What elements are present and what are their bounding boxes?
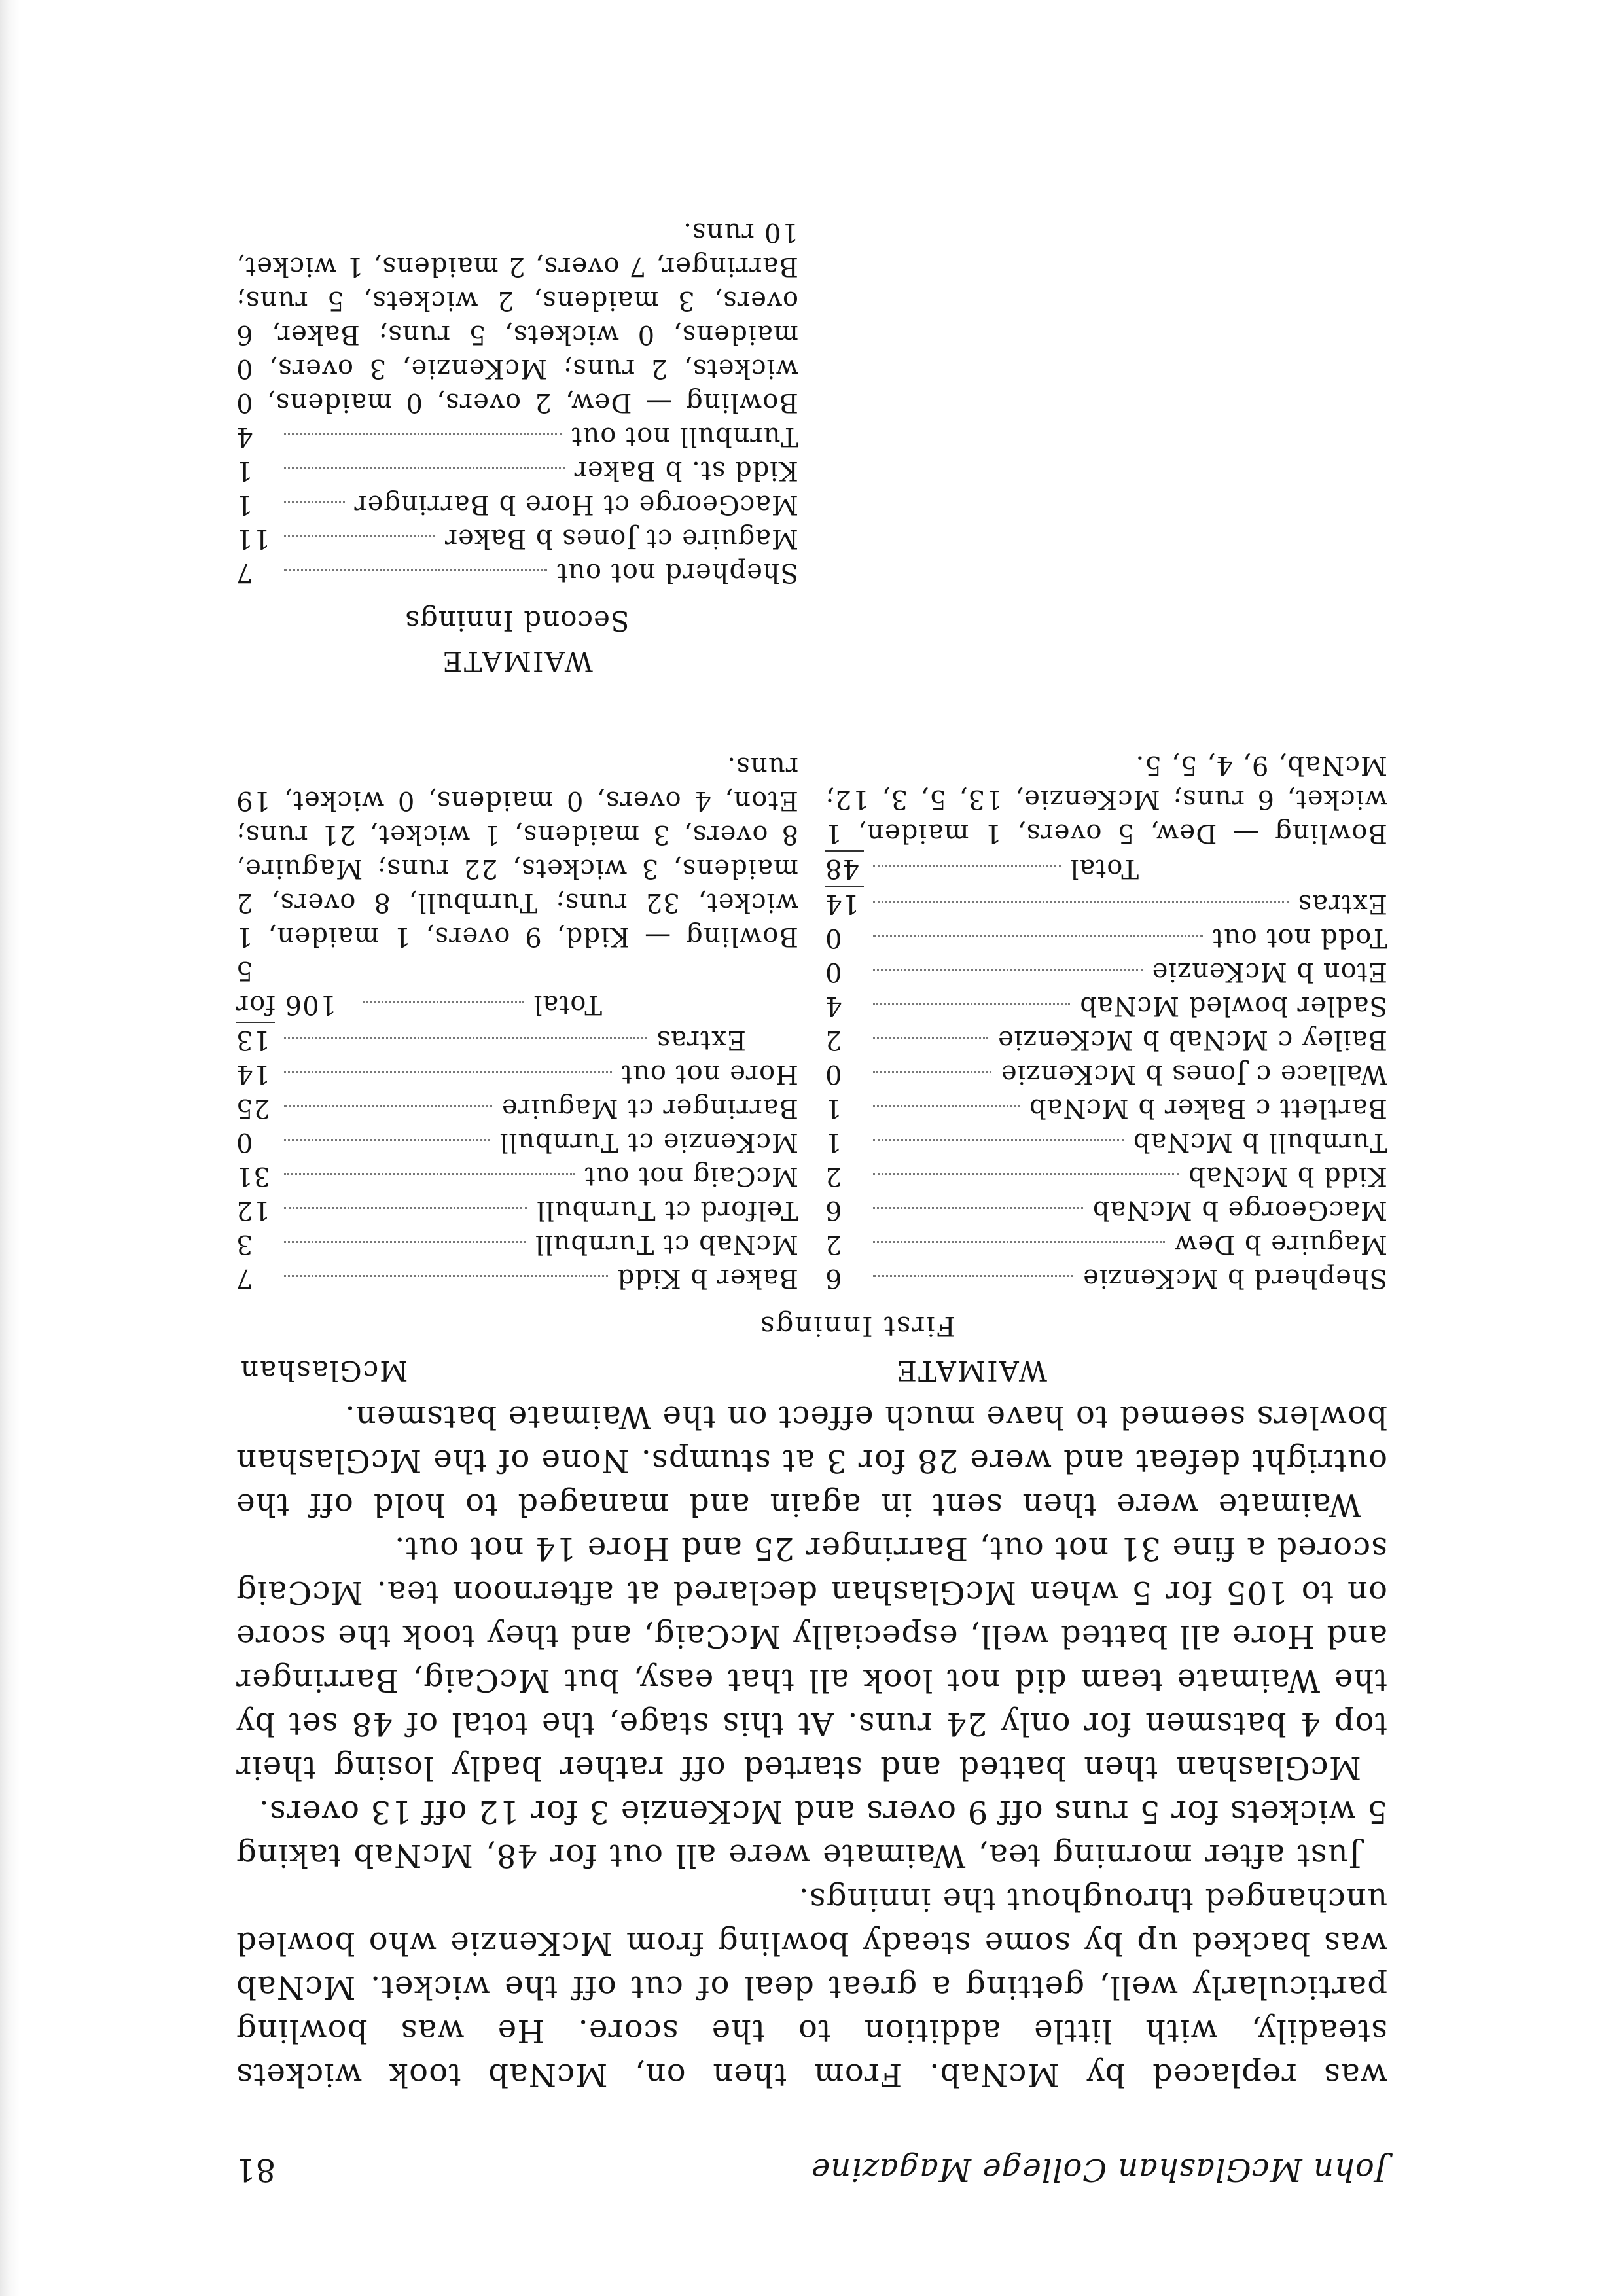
running-header: [236, 2129, 1387, 2188]
batting-row: Kidd b McNab 2: [825, 1161, 1387, 1191]
bowling-summary: Bowling — Dew, 2 overs, 0 maidens, 0 wickets, 2 runs; McKenzie, 3 overs, 0 maidens, 0 wickets, 5 runs; Baker, 6 overs, 3 maidens, 2 wickets, 5 runs; Barringer, 7 overs, 2 maidens, 1 wicket, 10 runs.: [236, 217, 798, 418]
batting-row: Hore not out 14: [236, 1059, 798, 1089]
batting-row: McCaig not out 31: [236, 1161, 798, 1191]
batting-row: Telford ct Turnbull 12: [236, 1195, 798, 1225]
batting-row: Turnbull b McNab 1: [825, 1127, 1387, 1157]
paragraph: Just after morning tea, Waimate were all out for 48, McNab taking 5 wickets for 5 runs off 9 overs and McKenzie 3 for 12 off 13 overs.: [236, 1793, 1387, 1874]
batting-row: Wallace c Jones b McKenzie 0: [825, 1059, 1387, 1089]
batting-row: Kidd st. b Baker 1: [236, 456, 798, 486]
scorecard-headings: [236, 1295, 1387, 1387]
innings-heading: First Innings: [758, 1310, 955, 1342]
batting-row: McNab ct Turnbull 3: [236, 1229, 798, 1259]
scorecard: [236, 217, 1387, 1295]
magazine-title: John McGlashan College Magazine: [810, 2151, 1387, 2188]
team-heading: McGlashan: [240, 1355, 408, 1387]
batting-row: Maguire ct Jones b Baker 11: [236, 524, 798, 554]
batting-row: Sadler bowled McNab 4: [825, 991, 1387, 1021]
mcglashan-first-innings: [236, 215, 798, 1295]
page-column: [236, 217, 1387, 2188]
team-heading: WAIMATE: [441, 645, 593, 677]
batting-row: Bailey c McNab b McKenzie 2: [825, 1025, 1387, 1055]
batting-row: Shepherd not out 7: [236, 558, 798, 588]
batting-row: Turnbull not out 4: [236, 422, 798, 452]
batting-row: McKenzie ct Turnbull 0: [236, 1127, 798, 1157]
batting-row: Eton b McKenzie 0: [825, 957, 1387, 987]
waimate-first-innings: [825, 748, 1387, 1295]
batting-row: Maguire b Dew 2: [825, 1229, 1387, 1259]
paragraph: was replaced by McNab. From then on, McNab took wickets steadily, with little addition to the score. He was bowling particularly well, getting a great deal of cut off the wicket. McNab was backed up by some steady bowling from McKenzie who bowled unchanged throughout the innings.: [236, 1881, 1387, 2093]
total-row: Total 106 for 5: [236, 956, 602, 1020]
batting-row: Bartlett c Baker b McNab 1: [825, 1093, 1387, 1123]
team-heading: WAIMATE: [895, 1355, 1047, 1387]
total-row: Total 48: [825, 853, 1139, 884]
bowling-summary: Bowling — Dew, 5 overs, 1 maiden, 1 wicket, 6 runs; McKenzie, 13, 5, 3, 12; McNab, 9, 4, 5, 5.: [825, 750, 1387, 848]
extras-row: Extras 14: [825, 889, 1387, 919]
batting-row: MacGeorge b McNab 6: [825, 1195, 1387, 1225]
innings-heading: Second Innings: [404, 605, 630, 637]
batting-row: Todd not out 0: [825, 923, 1387, 953]
batting-row: Barringer ct Maguire 25: [236, 1093, 798, 1123]
batting-row: Baker b Kidd 7: [236, 1263, 798, 1293]
bowling-summary: Bowling — Kidd, 9 overs, 1 maiden, 1 wicket, 32 runs; Turnbull, 8 overs, 2 maidens, 3 wickets, 22 runs; Maguire, 8 overs, 3 maidens, 1 wicket, 21 runs; Eton, 4 overs, 0 maidens, 0 wicket, 19 runs.: [236, 751, 798, 952]
paragraph: Waimate were then sent in again and managed to hold off the outright defeat and were 28 for 3 at stumps. None of the McGlashan bowlers seemed to have much effect on the Waimate batsmen.: [236, 1399, 1387, 1523]
batting-row: MacGeorge ct Hore b Barringer 1: [236, 490, 798, 520]
extras-row: Extras 13: [236, 1025, 746, 1055]
paragraph: McGlashan then batted and started off rather badly losing their top 4 batsmen for only 24 runs. At this stage, the total of 48 set by the Waimate team did not look all that easy, but McCaig, Barringer and Hore all batted well, especially McCaig, and they took the score on to 105 for 5 when McGlashan declared at afternoon tea. McCaig scored a fine 31 not out, Barringer 25 and Hore 14 not out.: [236, 1530, 1387, 1786]
batting-row: Shepherd b McKenzie 6: [825, 1263, 1387, 1293]
page-number: 81: [236, 2151, 276, 2188]
